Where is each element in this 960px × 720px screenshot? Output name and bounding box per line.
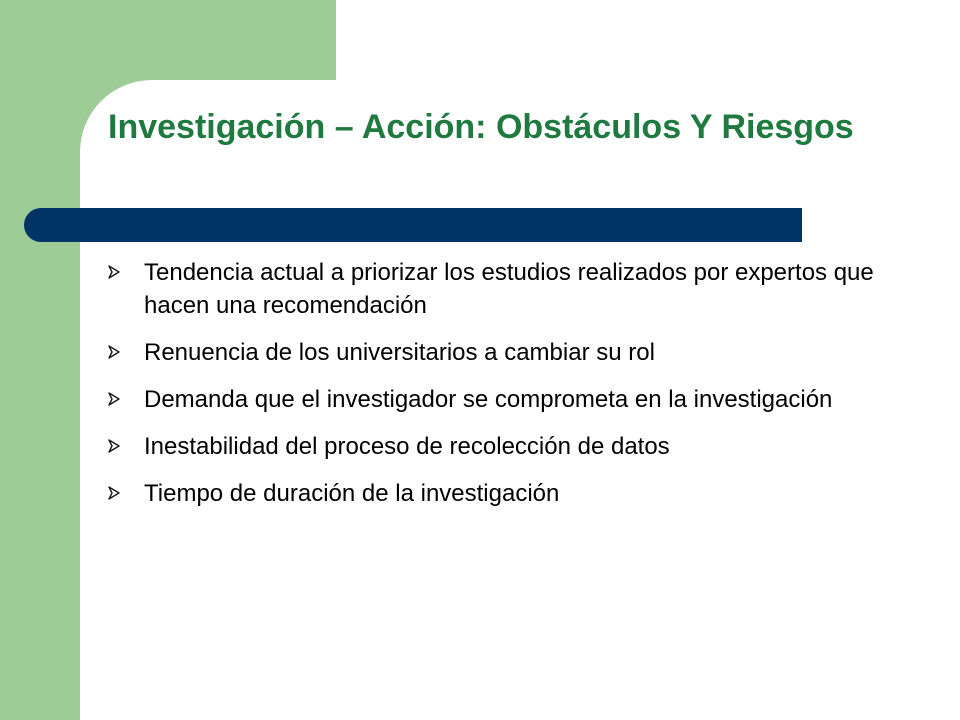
bullet-text: Tendencia actual a priorizar los estudios realizados por expertos que hacen una recomendación <box>144 259 874 319</box>
bullet-text: Renuencia de los universitarios a cambiar su rol <box>144 339 655 366</box>
bullet-text: Inestabilidad del proceso de recolección de datos <box>144 433 670 460</box>
bullet-text: Demanda que el investigador se comprometa en la investigación <box>144 386 833 413</box>
title-underline-bar <box>24 208 802 242</box>
bullet-item <box>108 430 908 463</box>
bullet-item <box>108 477 908 510</box>
arrowhead-bullet-icon <box>108 439 120 453</box>
arrowhead-bullet-icon <box>108 486 120 500</box>
bullet-item <box>108 383 908 416</box>
arrowhead-bullet-icon <box>108 392 120 406</box>
arrowhead-bullet-icon <box>108 265 120 279</box>
bullet-item <box>108 336 908 369</box>
bullet-item <box>108 256 908 322</box>
bullet-list <box>108 256 908 524</box>
bullet-text: Tiempo de duración de la investigación <box>144 480 560 507</box>
arrowhead-bullet-icon <box>108 345 120 359</box>
slide-title: Investigación – Acción: Obstáculos Y Riesgos <box>108 108 854 146</box>
